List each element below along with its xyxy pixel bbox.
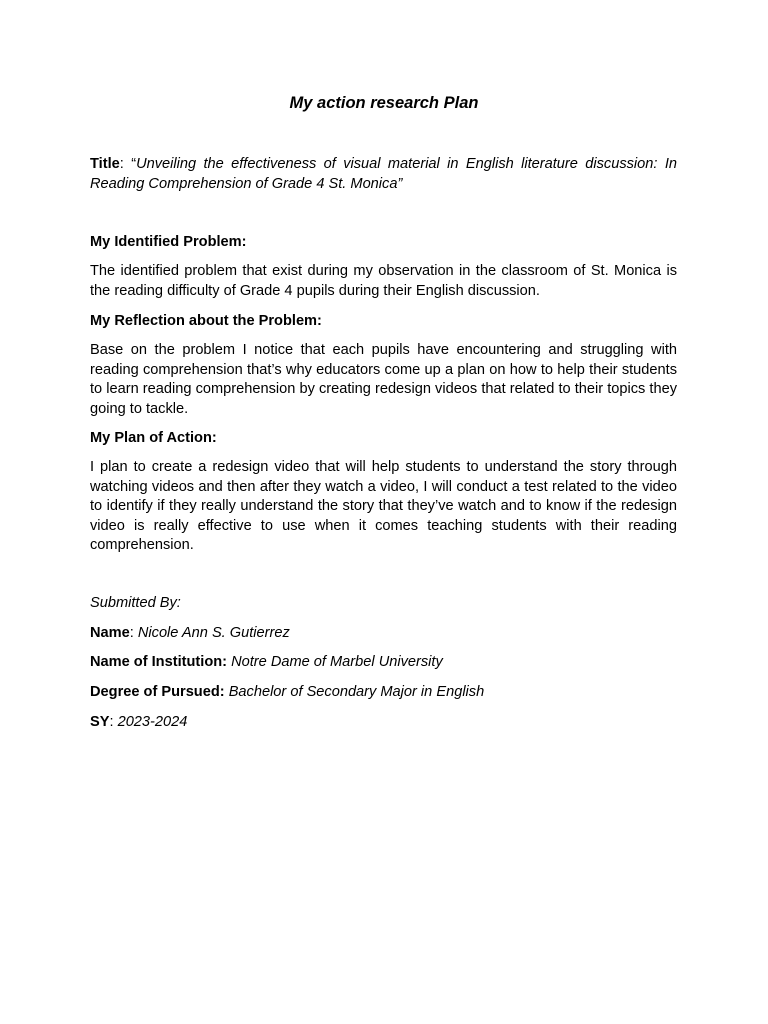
research-title [90,155,677,194]
degree-label: Degree of Pursued: [90,684,225,700]
degree-value: Bachelor of Secondary Major in English [228,684,485,700]
section-heading-plan-of-action: My Plan of Action: [90,430,217,446]
research-title-label: Title [90,156,120,172]
section-body-plan-of-action: I plan to create a redesign video that will help students to understand the story through watching videos and then after they watch a video, I will conduct a test related to the video to identify if they really understand the story that they’ve watch and to know if the redesign video is really effective to use when it comes teaching students with their reading comprehension. [90,459,677,553]
submitter-name-label: Name [90,625,130,641]
school-year-value: 2023-2024 [117,714,188,730]
school-year-separator: : [109,714,118,730]
section-heading-reflection: My Reflection about the Problem: [90,313,322,329]
document-title: My action research Plan [289,94,479,112]
research-title-separator: : [119,156,132,172]
section-heading-identified-problem: My Identified Problem: [90,234,247,250]
degree-line [90,683,677,703]
institution-label: Name of Institution: [90,654,228,670]
research-title-open-quote: “ [131,156,137,172]
submitted-by-label: Submitted By: [90,595,181,611]
school-year-line [90,713,677,733]
school-year-label: SY [90,714,110,730]
research-title-close-quote: ” [397,175,403,192]
submitter-name-line [90,624,677,644]
research-title-text: Unveiling the effectiveness of visual material in English literature discussion: In Reading Comprehension of Grade 4 St. Monica [90,156,678,192]
institution-line [90,653,677,673]
section-body-reflection: Base on the problem I notice that each pupils have encountering and struggling with reading comprehension that’s why educators come up a plan on how to help their students to learn reading comprehension by creating redesign videos that related to their topics they going to tackle. [90,342,677,417]
institution-value: Notre Dame of Marbel University [231,654,443,670]
submitter-name-separator: : [129,625,138,641]
submitter-name-value: Nicole Ann S. Gutierrez [137,625,290,641]
section-body-identified-problem: The identified problem that exist during my observation in the classroom of St. Monica is the reading difficulty of Grade 4 pupils during their English discussion. [90,263,677,299]
